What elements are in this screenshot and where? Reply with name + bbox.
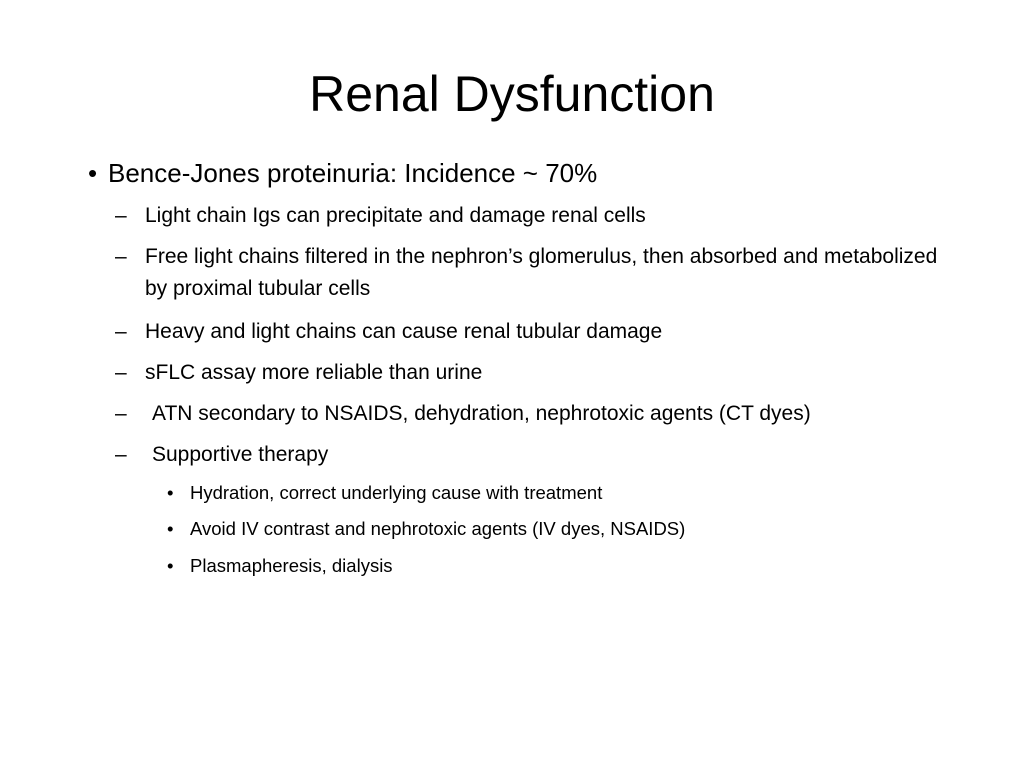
sub-bullet-item bbox=[0, 357, 1024, 389]
sub-sub-bullet-item bbox=[0, 552, 1024, 580]
bullet-marker: • bbox=[167, 555, 174, 576]
sub-sub-bullet-text: Avoid IV contrast and nephrotoxic agents (IV dyes, NSAIDS) bbox=[190, 518, 686, 539]
dash-marker: – bbox=[115, 245, 127, 268]
sub-bullet-text: sFLC assay more reliable than urine bbox=[145, 361, 483, 384]
sub-sub-bullet-text: Hydration, correct underlying cause with treatment bbox=[190, 482, 603, 503]
sub-bullet-item bbox=[0, 398, 1024, 430]
bullet-marker: • bbox=[167, 518, 174, 539]
bullet-item bbox=[0, 156, 1024, 190]
dash-marker: – bbox=[115, 443, 127, 466]
sub-bullet-text: Heavy and light chains can cause renal tubular damage bbox=[145, 320, 663, 343]
dash-marker: – bbox=[115, 204, 127, 227]
sub-bullet-item bbox=[0, 316, 1024, 348]
sub-bullet-text: Free light chains filtered in the nephron’s glomerulus, then absorbed and metabolized by proximal tubular cells bbox=[145, 245, 938, 300]
dash-marker: – bbox=[115, 361, 127, 384]
bullet-text: Bence-Jones proteinuria: Incidence ~ 70% bbox=[108, 158, 598, 188]
dash-marker: – bbox=[115, 320, 127, 343]
bullet-marker: • bbox=[88, 158, 98, 188]
sub-bullet-text: ATN secondary to NSAIDS, dehydration, nephrotoxic agents (CT dyes) bbox=[152, 402, 811, 425]
sub-sub-bullet-item bbox=[0, 479, 1024, 507]
sub-bullet-item bbox=[0, 200, 1024, 232]
bullet-marker: • bbox=[167, 482, 174, 503]
sub-bullet-item bbox=[0, 439, 1024, 471]
dash-marker: – bbox=[115, 402, 127, 425]
sub-bullet-text: Light chain Igs can precipitate and damage renal cells bbox=[145, 204, 646, 227]
sub-sub-bullet-item bbox=[0, 515, 1024, 543]
sub-bullet-text: Supportive therapy bbox=[152, 443, 329, 466]
sub-sub-bullet-text: Plasmapheresis, dialysis bbox=[190, 555, 393, 576]
sub-bullet-item bbox=[0, 241, 1024, 307]
slide-title: Renal Dysfunction bbox=[309, 66, 715, 122]
